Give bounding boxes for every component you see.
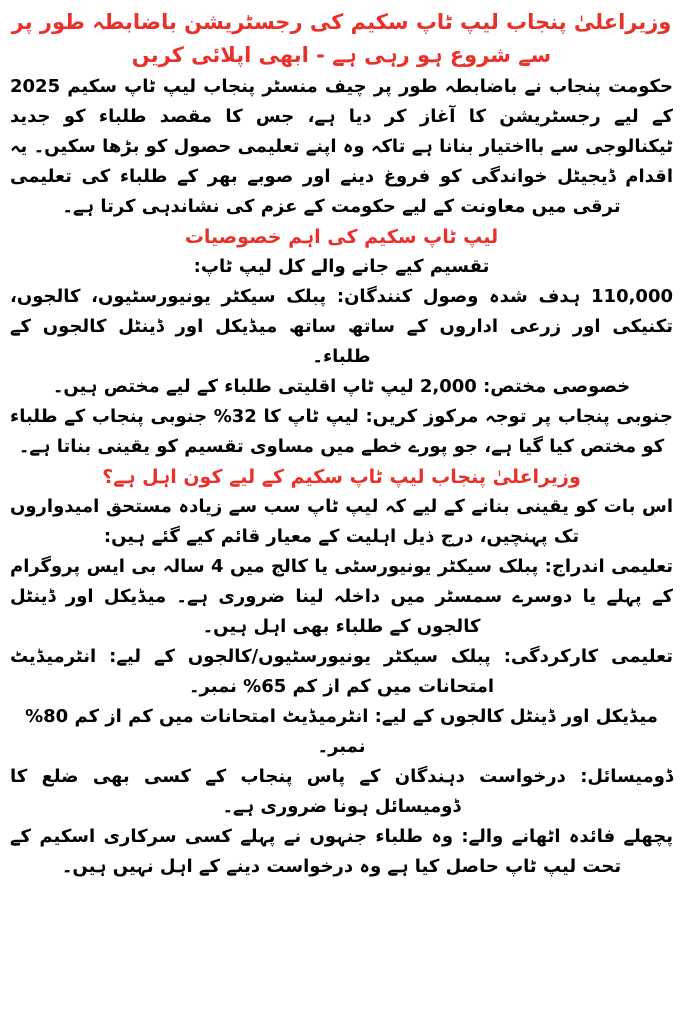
total-laptops-label: تقسیم کیے جانے والے کل لیپ ٹاپ: (193, 256, 490, 277)
medical-dental-criteria: میڈیکل اور ڈینٹل کالجوں کے لیے: انٹرمیڈیٹ امتحانات میں کم از کم 80% نمبر۔ (25, 706, 658, 757)
academic-performance: تعلیمی کارکردگی: پبلک سیکٹر یونیورسٹیوں/کالجوں کے لیے: انٹرمیڈیٹ امتحانات میں کم از کم 65% نمبر۔ (10, 646, 673, 697)
eligibility-heading: وزیراعلیٰ پنجاب لیپ ٹاپ سکیم کے لیے کون اہل ہے؟ (102, 466, 581, 488)
target-recipients: 110,000 ہدف شدہ وصول کنندگان: پبلک سیکٹر یونیورسٹیوں، کالجوں، تکنیکی اور زرعی اداروں کے ساتھ ساتھ میڈیکل اور ڈینٹل کالجوں کے طلباء۔ (10, 286, 673, 367)
special-allocation: خصوصی مختص: 2,000 لیپ ٹاپ اقلیتی طلباء کے لیے مختص ہیں۔ (52, 376, 631, 397)
features-heading: لیپ ٹاپ سکیم کی اہم خصوصیات (184, 226, 499, 248)
article-title: وزیراعلیٰ پنجاب لیپ ٹاپ سکیم کی رجسٹریشن باضابطہ طور پر سے شروع ہو رہی ہے - ابھی اپلائی کریں (11, 10, 672, 67)
eligibility-intro: اس بات کو یقینی بنانے کے لیے کہ لیپ ٹاپ سب سے زیادہ مستحق امیدواروں تک پہنچیں، درج ذیل اہلیت کے معیار قائم کیے گئے ہیں: (10, 496, 673, 547)
previous-beneficiaries: پچھلے فائدہ اٹھانے والے: وہ طلباء جنہوں نے پہلے کسی سرکاری اسکیم کے تحت لیپ ٹاپ حاصل کیا ہے وہ درخواست دینے کے اہل نہیں ہیں۔ (10, 826, 673, 877)
intro-paragraph: حکومت پنجاب نے باضابطہ طور پر چیف منسٹر پنجاب لیپ ٹاپ سکیم 2025 کے لیے رجسٹریشن کا آغاز کر دیا ہے، جس کا مقصد طلباء کو جدید ٹیکنالوجی سے بااختیار بنانا ہے تاکہ وہ اپنے تعلیمی حصول کو بڑھا سکیں۔ یہ اقدام ڈیجیٹل خواندگی کو فروغ دینے اور صوبے بھر کے طلباء کی تعلیمی ترقی میں معاونت کے لیے حکومت کے عزم کی نشاندہی کرتا ہے۔ (10, 76, 673, 217)
south-punjab-focus: جنوبی پنجاب پر توجہ مرکوز کریں: لیپ ٹاپ کا 32% جنوبی پنجاب کے طلباء کو مختص کیا گیا ہے، جو پورے خطے میں مساوی تقسیم کو یقینی بناتا ہے۔ (10, 406, 673, 457)
domicile-criteria: ڈومیسائل: درخواست دہندگان کے پاس پنجاب کے کسی بھی ضلع کا ڈومیسائل ہونا ضروری ہے۔ (10, 766, 673, 817)
academic-enrollment: تعلیمی اندراج: پبلک سیکٹر یونیورسٹی یا کالج میں 4 سالہ بی ایس پروگرام کے پہلے یا دوسرے سمسٹر میں داخلہ لینا ضروری ہے۔ میڈیکل اور ڈینٹل کالجوں کے طلباء بھی اہل ہیں۔ (10, 556, 673, 637)
